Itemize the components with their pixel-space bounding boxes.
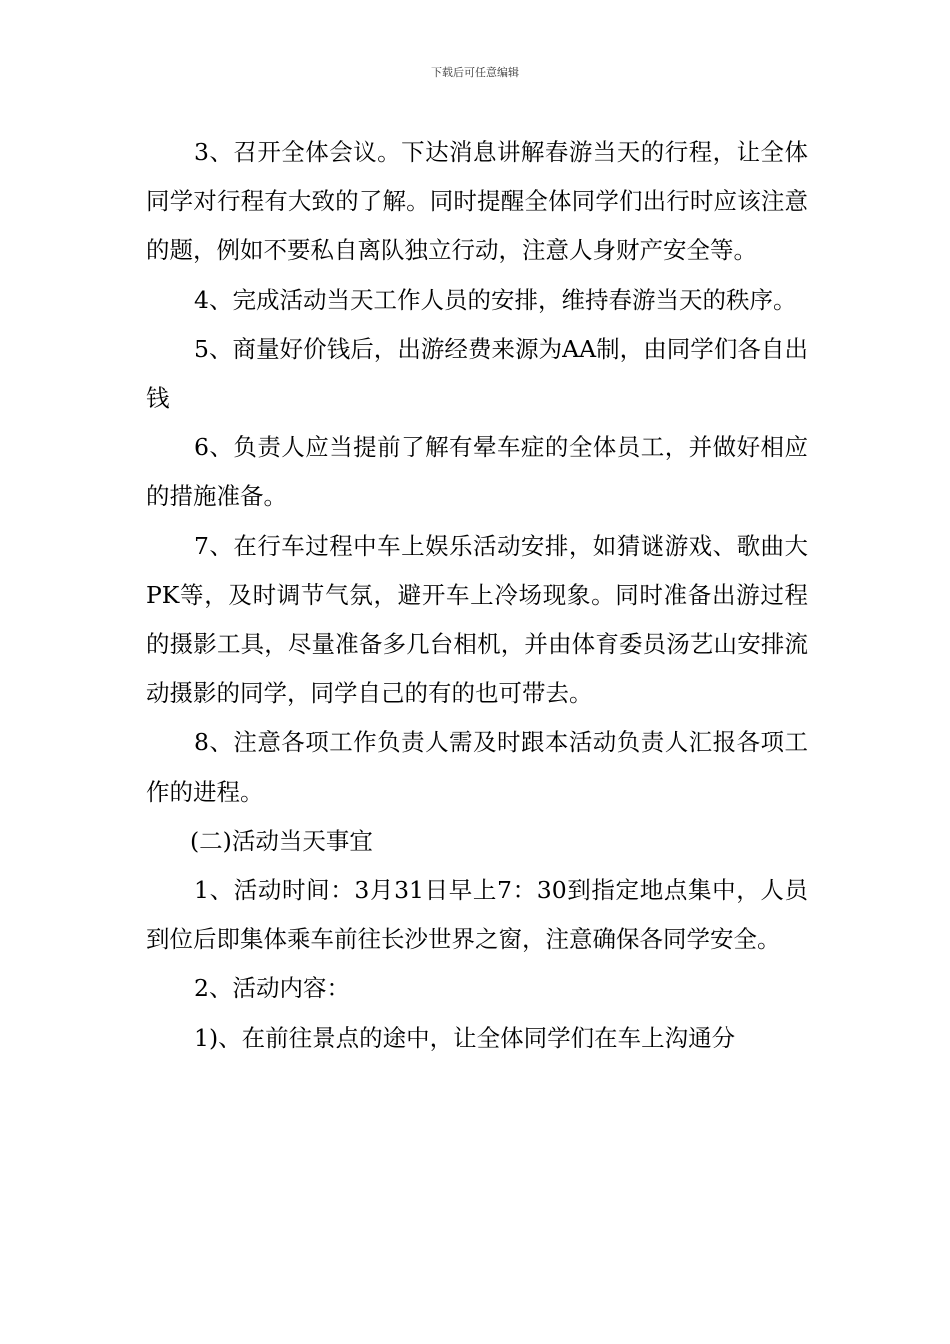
- paragraph-item-4: 4、完成活动当天工作人员的安排，维持春游当天的秩序。: [194, 285, 797, 314]
- paragraph-activity-content: 2、活动内容：: [194, 974, 350, 1003]
- paragraph-activity-time: 1、活动时间：3月31日早上7：30到指定地点集中，人员到位后即集体乘车前往长沙世界之窗，注意确保各同学安全。: [146, 876, 808, 954]
- document-body: [146, 128, 808, 1063]
- paragraph-item-7: 7、在行车过程中车上娱乐活动安排，如猜谜游戏、歌曲大PK等，及时调节气氛，避开车上冷场现象。同时准备出游过程的摄影工具，尽量准备多几台相机，并由体育委员汤艺山安排流动摄影的同学，同学自己的有的也可带去。: [146, 531, 808, 708]
- paragraph-item-6: 6、负责人应当提前了解有晕车症的全体员工，并做好相应的措施准备。: [146, 433, 808, 511]
- section-heading: (二)活动当天事宜: [190, 826, 373, 855]
- page-header: 下载后可任意编辑: [431, 66, 519, 79]
- paragraph-item-5: 5、商量好价钱后，出游经费来源为AA制，由同学们各自出钱: [146, 334, 808, 413]
- paragraph-item-3: 3、召开全体会议。下达消息讲解春游当天的行程，让全体同学对行程有大致的了解。同时提醒全体同学们出行时应该注意的题，例如不要私自离队独立行动，注意人身财产安全等。: [146, 138, 808, 265]
- paragraph-item-8: 8、注意各项工作负责人需及时跟本活动负责人汇报各项工作的进程。: [146, 728, 808, 806]
- paragraph-sub-item-1: 1)、在前往景点的途中，让全体同学们在车上沟通分: [194, 1023, 736, 1052]
